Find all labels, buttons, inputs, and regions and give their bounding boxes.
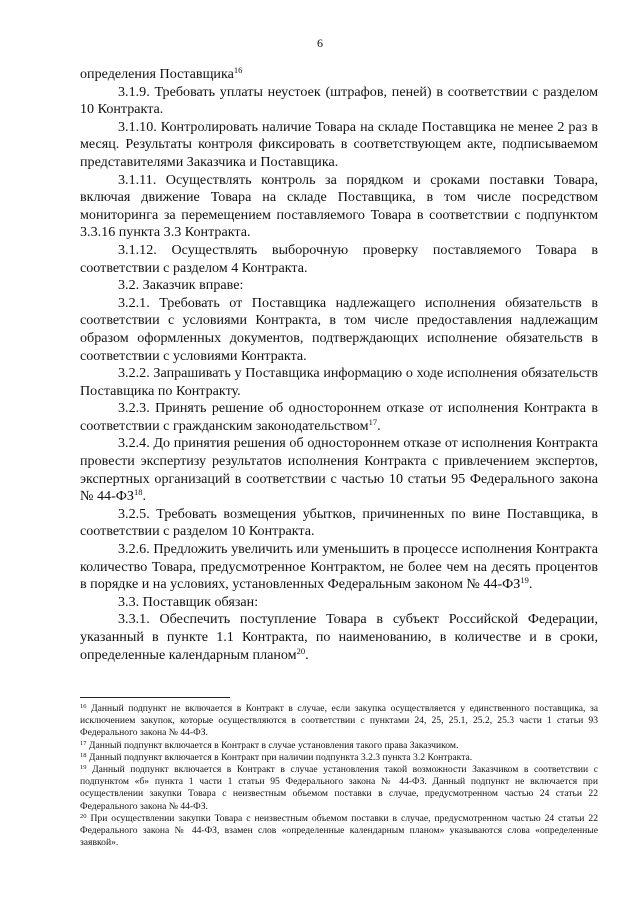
document-body bbox=[80, 66, 598, 664]
paragraph bbox=[80, 611, 598, 664]
footnote-number: 16 bbox=[80, 703, 87, 710]
footnote bbox=[80, 703, 598, 740]
footnote-ref[interactable]: 17 bbox=[368, 416, 378, 427]
footnote-text: Данный подпункт включается в Контракт в случае установления такого права Заказчиком. bbox=[88, 739, 459, 751]
paragraph-text: 3.1.11. Осуществлять контроль за порядком и сроками поставки Товара, включая движение Товара на складе Поставщика, в том числе посредством мониторинга за перемещением поставляемого Товара в соответствии с подпунктом 3.3.16 пункта 3.3 Контракта. bbox=[80, 171, 598, 241]
paragraph-trailing: . bbox=[377, 417, 381, 434]
paragraph-text: 3.2.6. Предложить увеличить или уменьшить в процессе исполнения Контракта количество Товара, предусмотренное Контрактом, не более чем на десять процентов в порядке и на условиях, установленных Федеральным законом № 44-ФЗ bbox=[80, 541, 598, 593]
footnote-ref[interactable]: 16 bbox=[233, 65, 243, 75]
paragraph-trailing: . bbox=[142, 488, 146, 505]
paragraph bbox=[80, 66, 598, 84]
footnote bbox=[80, 764, 598, 813]
footnote bbox=[80, 752, 598, 764]
footnote-number: 17 bbox=[80, 739, 87, 747]
paragraph-text: 3.2.5. Требовать возмещения убытков, причиненных по вине Поставщика, в соответствии с разделом 10 Контракта. bbox=[80, 505, 598, 540]
paragraph-text: 3.1.10. Контролировать наличие Товара на складе Поставщика не менее 2 раз в месяц. Результаты контроля фиксировать в соответствующем акте, подписываемом представителями Заказчика и Поставщика. bbox=[80, 118, 598, 170]
paragraph bbox=[80, 295, 598, 365]
paragraph bbox=[80, 172, 598, 242]
paragraph-trailing: . bbox=[305, 646, 309, 663]
paragraph-text: 3.1.12. Осуществлять выборочную проверку поставляемого Товара в соответствии с разделом 4 Контракта. bbox=[80, 241, 598, 276]
footnote-number: 20 bbox=[80, 812, 87, 820]
paragraph-trailing: . bbox=[528, 576, 533, 593]
paragraph bbox=[80, 506, 598, 541]
footnote bbox=[80, 740, 598, 752]
paragraph bbox=[80, 400, 598, 435]
paragraph-text: 3.1.9. Требовать уплаты неустоек (штрафов, пеней) в соответствии с разделом 10 Контракта. bbox=[80, 83, 598, 118]
paragraph bbox=[80, 541, 598, 594]
paragraph bbox=[80, 84, 598, 119]
footnote-ref[interactable]: 20 bbox=[296, 645, 306, 656]
footnote-text: Данный подпункт не включается в Контракт в случае, если закупка осуществляется у единственного поставщика, за исключением закупок, которые осуществляются в соответствии с пунктами 24, 25, 25.1, 25.2, 25.3 части 1 статьи 93 Федерального закона № 44-ФЗ. bbox=[80, 703, 598, 739]
footnotes bbox=[80, 703, 598, 849]
paragraph bbox=[80, 119, 598, 172]
footnote-separator bbox=[80, 697, 230, 698]
paragraph-text: 3.2.2. Запрашивать у Поставщика информацию о ходе исполнения обязательств Поставщика по Контракту. bbox=[80, 365, 598, 399]
paragraph-text: 3.2.4. До принятия решения об одностороннем отказе от исполнения Контракта провести экспертизу результатов исполнения Контракта с привлечением экспертов, экспертных организаций в соответствии с частью 10 статьи 95 Федерального закона № 44-ФЗ bbox=[80, 435, 598, 505]
paragraph bbox=[80, 277, 598, 295]
paragraph bbox=[80, 242, 598, 277]
paragraph-text: 3.2. Заказчик вправе: bbox=[118, 277, 244, 294]
footnote-text: Данный подпункт включается в Контракт в случае установления такой возможности Заказчиком в соответствии с подпунктом «б» пункта 1 части 1 статьи 95 Федерального закона № 44-ФЗ. Данный подпункт не включается при осуществлении закупки Товара с неизвестным объемом поставки в случае, предусмотренном частью 24 статьи 22 Федерального закона № 44-ФЗ. bbox=[80, 764, 599, 812]
paragraph-text: 3.3. Поставщик обязан: bbox=[118, 593, 259, 610]
paragraph bbox=[80, 365, 598, 400]
paragraph-text: 3.2.3. Принять решение об одностороннем отказе от исполнения Контракта в соответствии с гражданским законодательством bbox=[80, 400, 598, 434]
footnote-number: 18 bbox=[80, 751, 87, 759]
paragraph-text: 3.2.1. Требовать от Поставщика надлежащего исполнения обязательств в соответствии с условиями Контракта, в том числе предоставления надлежащим образом оформленных документов, подтверждающих исполнение обязательств в соответствии с условиями Контракта. bbox=[80, 294, 598, 364]
paragraph bbox=[80, 594, 598, 612]
paragraph bbox=[80, 435, 598, 505]
footnote-text: Данный подпункт включается в Контракт при наличии подпункта 3.2.3 пункта 3.2 Контракта. bbox=[88, 751, 473, 763]
paragraph-text: определения Поставщика bbox=[80, 66, 234, 82]
footnote-ref[interactable]: 19 bbox=[520, 575, 529, 586]
page-number: 6 bbox=[317, 36, 323, 50]
footnote bbox=[80, 813, 598, 850]
footnote-number: 19 bbox=[80, 764, 87, 772]
footnote-ref[interactable]: 18 bbox=[133, 487, 143, 498]
footnote-text: При осуществлении закупки Товара с неизвестным объемом поставки в случае, предусмотренном частью 24 статьи 22 Федерального закона № 44-ФЗ, взамен слов «определенные календарным планом» указываются слова «определенные заявкой». bbox=[80, 812, 598, 849]
paragraph-text: 3.3.1. Обеспечить поступление Товара в субъект Российской Федерации, указанный в пункте 1.1 Контракта, по наименованию, в количестве и в сроки, определенные календарным планом bbox=[80, 611, 598, 663]
